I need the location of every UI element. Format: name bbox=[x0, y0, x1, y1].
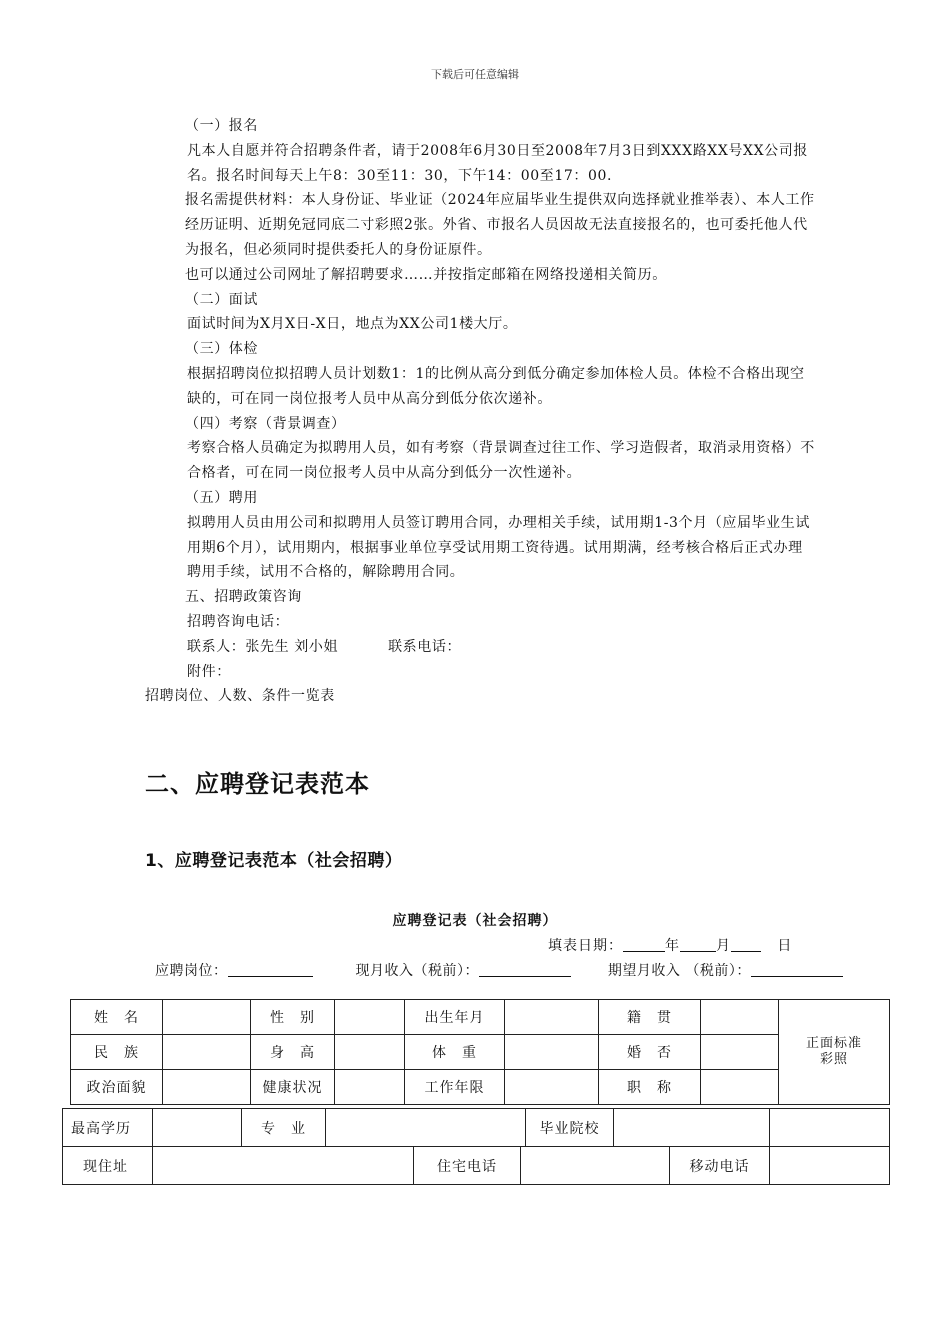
month-blank[interactable] bbox=[680, 937, 716, 952]
paragraph: 面试时间为X月X日-X日，地点为XX公司1楼大厅。 bbox=[187, 316, 518, 333]
table-row bbox=[71, 1000, 890, 1035]
weight-cell[interactable] bbox=[505, 1035, 599, 1070]
section-title: 二、应聘登记表范本 bbox=[145, 770, 370, 798]
birth-label: 出生年月 bbox=[405, 1000, 505, 1035]
gender-label: 性 别 bbox=[251, 1000, 335, 1035]
paragraph: （一）报名 bbox=[185, 118, 258, 134]
day-blank[interactable] bbox=[731, 937, 761, 952]
mobile-cell[interactable] bbox=[770, 1147, 890, 1185]
paragraph: 凡本人自愿并符合招聘条件者，请于2008年6月30日至2008年7月3日到XXX路XX号XX公司报名。报名时间每天上午8：30至11：30，下午14：00至17：00. bbox=[187, 142, 808, 184]
paragraph: 考察合格人员确定为拟聘用人员，如有考察（背景调查过往工作、学习造假者，取消录用资格）不合格者，可在同一岗位报考人员中从高分到低分一次性递补。 bbox=[187, 440, 815, 482]
name-label: 姓 名 bbox=[71, 1000, 163, 1035]
home-phone-cell[interactable] bbox=[521, 1147, 670, 1185]
income-line bbox=[155, 960, 843, 980]
watermark-text: 下载后可任意编辑 bbox=[431, 68, 519, 81]
weight-label: 体 重 bbox=[405, 1035, 505, 1070]
form-title: 应聘登记表（社会招聘） bbox=[392, 913, 558, 929]
registration-table-basic bbox=[70, 999, 890, 1105]
school-extra-cell[interactable] bbox=[770, 1109, 890, 1147]
paragraph: （二）面试 bbox=[185, 291, 258, 308]
gender-cell[interactable] bbox=[335, 1000, 405, 1035]
paragraph: （三）体检 bbox=[185, 341, 258, 358]
paragraph: 报名需提供材料：本人身份证、毕业证（2024年应届毕业生提供双向选择就业推举表）、本人工作经历证明、近期免冠同底二寸彩照2张。外省、市报名人员因故无法直接报名的，也可委托他人代为报名，但必须同时提供委托人的身份证原件。 bbox=[185, 192, 815, 258]
native-place-cell[interactable] bbox=[701, 1000, 779, 1035]
paragraph: 也可以通过公司网址了解招聘要求……并按指定邮箱在网络投递相关简历。 bbox=[185, 266, 667, 283]
year-label: 年 bbox=[665, 938, 680, 954]
school-label: 毕业院校 bbox=[526, 1109, 614, 1147]
title-cell[interactable] bbox=[701, 1070, 779, 1105]
table-row bbox=[71, 1035, 890, 1070]
paragraph: （五）聘用 bbox=[185, 489, 258, 506]
subsection-title: 1、应聘登记表范本（社会招聘） bbox=[145, 851, 403, 871]
current-income-blank[interactable] bbox=[479, 962, 571, 977]
paragraph: （四）考察（背景调查） bbox=[185, 415, 346, 432]
month-label: 月 bbox=[716, 938, 731, 954]
education-cell[interactable] bbox=[153, 1109, 242, 1147]
paragraph: 五、招聘政策咨询 bbox=[185, 589, 302, 606]
current-income-label: 现月收入（税前）： bbox=[355, 963, 479, 979]
name-cell[interactable] bbox=[163, 1000, 251, 1035]
expected-income-blank[interactable] bbox=[751, 962, 843, 977]
political-cell[interactable] bbox=[163, 1070, 251, 1105]
native-place-label: 籍 贯 bbox=[599, 1000, 701, 1035]
home-phone-label: 住宅电话 bbox=[414, 1147, 521, 1185]
mobile-label: 移动电话 bbox=[670, 1147, 770, 1185]
contact-line bbox=[145, 635, 817, 660]
attachment-label: 附件： bbox=[187, 663, 231, 680]
marital-cell[interactable] bbox=[701, 1035, 779, 1070]
paragraph: 招聘咨询电话： bbox=[187, 613, 290, 630]
birth-cell[interactable] bbox=[505, 1000, 599, 1035]
paragraph: 根据招聘岗位拟招聘人员计划数1：1的比例从高分到低分确定参加体检人员。体检不合格出现空缺的，可在同一岗位报考人员中从高分到低分依次递补。 bbox=[187, 365, 805, 407]
school-cell[interactable] bbox=[614, 1109, 770, 1147]
expected-income-label: 期望月收入 （税前）： bbox=[607, 963, 751, 979]
photo-box[interactable] bbox=[779, 1000, 890, 1105]
health-label: 健康状况 bbox=[251, 1070, 335, 1105]
table-row bbox=[71, 1070, 890, 1105]
address-cell[interactable] bbox=[153, 1147, 414, 1185]
fill-date-line bbox=[548, 935, 792, 955]
ethnicity-cell[interactable] bbox=[163, 1035, 251, 1070]
date-label: 填表日期： bbox=[548, 938, 623, 954]
registration-table-education bbox=[62, 1108, 890, 1185]
ethnicity-label: 民 族 bbox=[71, 1035, 163, 1070]
political-label: 政治面貌 bbox=[71, 1070, 163, 1105]
health-cell[interactable] bbox=[335, 1070, 405, 1105]
contact-person: 联系人：张先生 刘小姐 bbox=[187, 638, 339, 655]
marital-label: 婚 否 bbox=[599, 1035, 701, 1070]
year-blank[interactable] bbox=[623, 937, 665, 952]
paragraph: 拟聘用人员由用公司和拟聘用人员签订聘用合同，办理相关手续，试用期1-3个月（应届毕业生试用期6个月），试用期内，根据事业单位享受试用期工资待遇。试用期满，经考核合格后正式办理聘用手续，试用不合格的，解除聘用合同。 bbox=[187, 514, 810, 581]
body-text bbox=[145, 114, 817, 709]
major-cell[interactable] bbox=[326, 1109, 526, 1147]
photo-label-1: 正面标准 bbox=[805, 1036, 862, 1051]
title-label: 职 称 bbox=[599, 1070, 701, 1105]
position-label: 应聘岗位： bbox=[155, 963, 228, 979]
contact-phone-label: 联系电话： bbox=[388, 638, 462, 655]
height-cell[interactable] bbox=[335, 1035, 405, 1070]
table-row bbox=[63, 1147, 890, 1185]
address-label: 现住址 bbox=[63, 1147, 153, 1185]
education-label: 最高学历 bbox=[63, 1109, 153, 1147]
work-years-cell[interactable] bbox=[505, 1070, 599, 1105]
height-label: 身 高 bbox=[251, 1035, 335, 1070]
major-label: 专 业 bbox=[242, 1109, 326, 1147]
day-label: 日 bbox=[777, 938, 793, 954]
position-blank[interactable] bbox=[228, 962, 313, 977]
work-years-label: 工作年限 bbox=[405, 1070, 505, 1105]
attachment-item: 招聘岗位、人数、条件一览表 bbox=[145, 688, 335, 705]
photo-label-2: 彩照 bbox=[819, 1052, 848, 1067]
table-row bbox=[63, 1109, 890, 1147]
